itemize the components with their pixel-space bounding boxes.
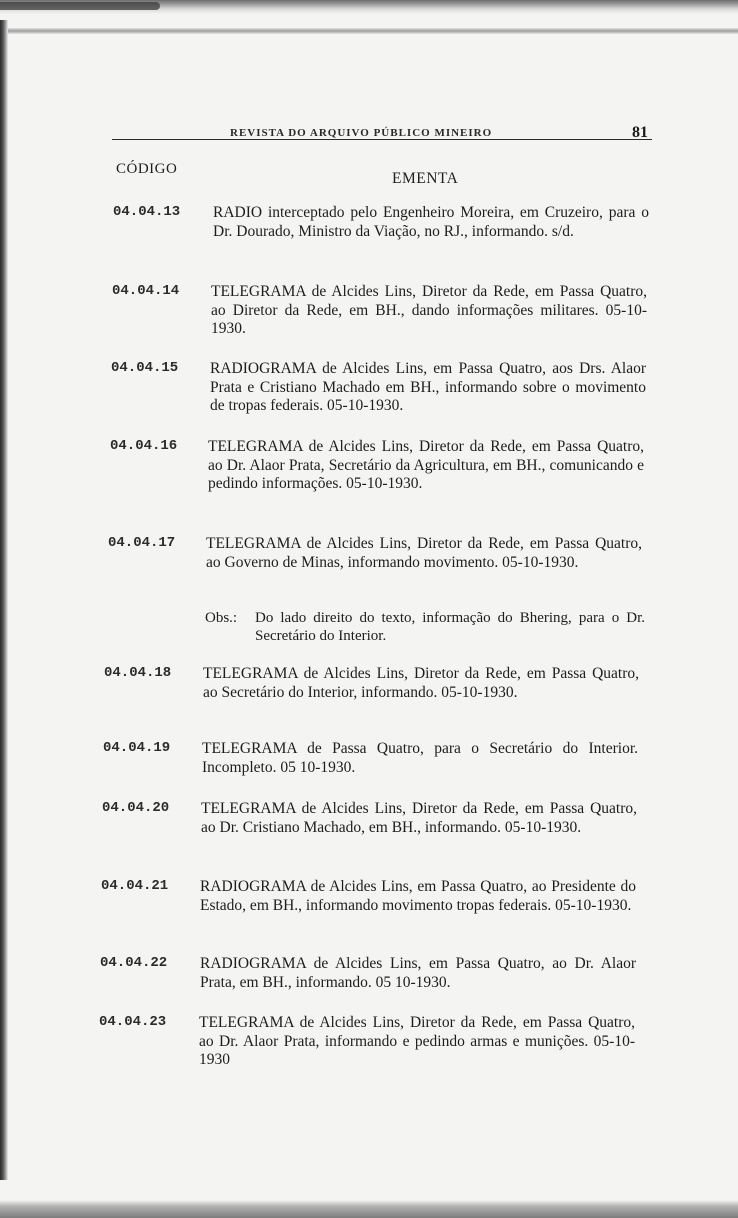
entry-text: TELEGRAMA de Alcides Lins, Diretor da Rede, em Passa Quatro, ao Governo de Minas, informando movimento. 05-10-1930.: [206, 535, 642, 571]
entry-code: 04.04.23: [99, 1014, 167, 1030]
entry-text: TELEGRAMA de Alcides Lins, Diretor da Rede, em Passa Quatro, ao Dr. Alaor Prata, informando e pedindo armas e munições. 05-10-1930: [199, 1014, 635, 1068]
entry-text: TELEGRAMA de Alcides Lins, Diretor da Rede, em Passa Quatro, ao Secretário do Interior, informando. 05-10-1930.: [203, 665, 639, 701]
entry-code: 04.04.21: [101, 878, 169, 894]
entry-text: RADIO interceptado pelo Engenheiro Moreira, em Cruzeiro, para o Dr. Dourado, Ministro da Viação, no RJ., informando. s/d.: [213, 204, 649, 240]
scan-border-line: [0, 28, 738, 34]
entry-text: TELEGRAMA de Alcides Lins, Diretor da Rede, em Passa Quatro, ao Diretor da Rede, em BH., dando informações militares. 05-10-1930.: [211, 283, 647, 337]
scan-border-bottom: [0, 1200, 738, 1218]
entry-text: TELEGRAMA de Passa Quatro, para o Secretário do Interior. Incompleto. 05 10-1930.: [202, 740, 638, 776]
entry-code: 04.04.22: [100, 955, 168, 971]
entry-code: 04.04.17: [108, 535, 176, 551]
entry-text: TELEGRAMA de Alcides Lins, Diretor da Rede, em Passa Quatro, ao Dr. Cristiano Machado, em BH., informando. 05-10-1930.: [201, 800, 637, 836]
entry-code: 04.04.14: [112, 283, 180, 299]
scan-artifact: [0, 2, 160, 10]
header-rule: [112, 139, 652, 140]
note-label: Obs.:: [205, 610, 238, 626]
page-number: 81: [632, 124, 648, 141]
entry-code: 04.04.13: [113, 204, 181, 220]
entry-code: 04.04.19: [103, 740, 171, 756]
note-text: Do lado direito do texto, informação do Bhering, para o Dr. Secretário do Interior.: [255, 610, 645, 644]
column-heading-summary: EMENTA: [392, 170, 459, 187]
running-header: [112, 122, 652, 156]
entry-text: RADIOGRAMA de Alcides Lins, em Passa Quatro, ao Presidente do Estado, em BH., informando movimento tropas federais. 05-10-1930.: [200, 878, 636, 914]
entry-text: TELEGRAMA de Alcides Lins, Diretor da Rede, em Passa Quatro, ao Dr. Alaor Prata, Secretário da Agricultura, em BH., comunicando e pedindo informações. 05-10-1930.: [208, 438, 644, 492]
entry-code: 04.04.16: [110, 438, 178, 454]
scan-border-left: [0, 20, 8, 1180]
column-heading-code: CÓDIGO: [116, 161, 178, 177]
entry-text: RADIOGRAMA de Alcides Lins, em Passa Quatro, aos Drs. Alaor Prata e Cristiano Machado em BH., informando sobre o movimento de tropas federais. 05-10-1930.: [210, 360, 646, 414]
journal-title: REVISTA DO ARQUIVO PÚBLICO MINEIRO: [230, 127, 493, 139]
entry-code: 04.04.15: [111, 360, 179, 376]
entry-code: 04.04.20: [102, 800, 170, 816]
entry-text: RADIOGRAMA de Alcides Lins, em Passa Quatro, ao Dr. Alaor Prata, em BH., informando. 05 10-1930.: [200, 955, 636, 991]
entry-code: 04.04.18: [104, 665, 172, 681]
